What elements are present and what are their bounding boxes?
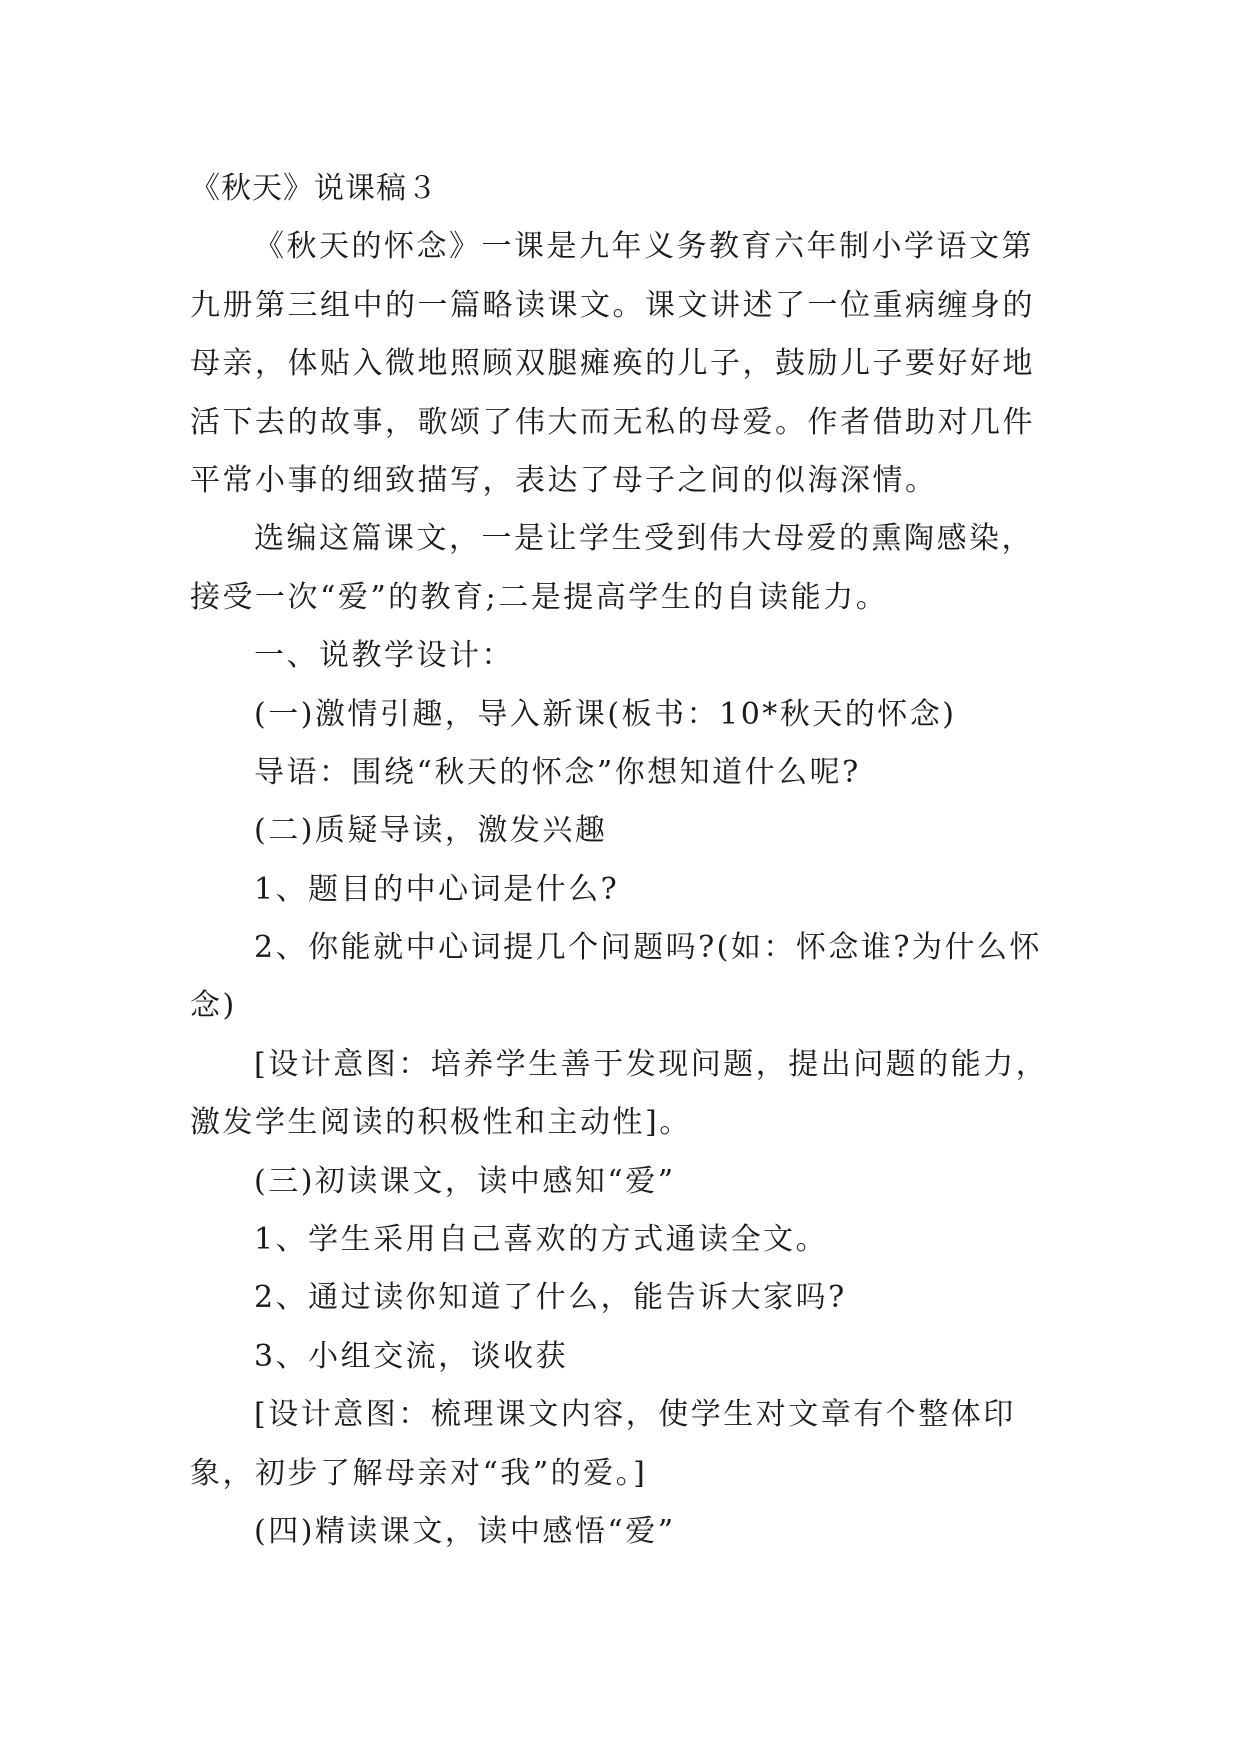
text-line: 《秋天的怀念》一课是九年义务教育六年制小学语文第 bbox=[254, 229, 1034, 265]
text-line: 念) bbox=[190, 988, 237, 1024]
subsection-heading: (四)精读课文，读中感悟“爱” bbox=[254, 1513, 676, 1549]
document-body bbox=[190, 160, 1060, 1561]
list-item: 2、通过读你知道了什么，能告诉大家吗? bbox=[254, 1280, 847, 1316]
text-line: 九册第三组中的一篇略读课文。课文讲述了一位重病缠身的 bbox=[190, 287, 1035, 323]
text-line: 导语：围绕“秋天的怀念”你想知道什么呢? bbox=[254, 754, 861, 790]
text-line: 选编这篇课文，一是让学生受到伟大母爱的熏陶感染， bbox=[254, 521, 1034, 557]
list-item: 1、学生采用自己喜欢的方式通读全文。 bbox=[254, 1222, 829, 1258]
text-line: 平常小事的细致描写，表达了母子之间的似海深情。 bbox=[190, 462, 938, 498]
design-intent: [设计意图：培养学生善于发现问题，提出问题的能力， bbox=[254, 1046, 1049, 1082]
list-item: 1、题目的中心词是什么? bbox=[254, 871, 620, 907]
subsection-heading: (二)质疑导读，激发兴趣 bbox=[254, 813, 608, 849]
text-line: 象，初步了解母亲对“我”的爱。] bbox=[190, 1455, 648, 1491]
text-line: 母亲，体贴入微地照顾双腿瘫痪的儿子，鼓励儿子要好好地 bbox=[190, 346, 1035, 382]
text-line: 活下去的故事，歌颂了伟大而无私的母爱。作者借助对几件 bbox=[190, 404, 1035, 440]
list-item: 3、小组交流，谈收获 bbox=[254, 1338, 569, 1374]
list-item: 2、你能就中心词提几个问题吗?(如：怀念谁?为什么怀 bbox=[254, 930, 1042, 966]
design-intent: [设计意图：梳理课文内容，使学生对文章有个整体印 bbox=[254, 1397, 1016, 1433]
subsection-heading: (一)激情引趣，导入新课(板书：10*秋天的怀念) bbox=[254, 696, 957, 732]
subsection-heading: (三)初读课文，读中感知“爱” bbox=[254, 1163, 676, 1199]
text-line: 激发学生阅读的积极性和主动性]。 bbox=[190, 1105, 692, 1141]
document-title: 《秋天》说课稿３ bbox=[190, 171, 438, 206]
section-heading: 一、说教学设计： bbox=[254, 638, 514, 674]
text-line: 接受一次“爱”的教育;二是提高学生的自读能力。 bbox=[190, 579, 889, 615]
